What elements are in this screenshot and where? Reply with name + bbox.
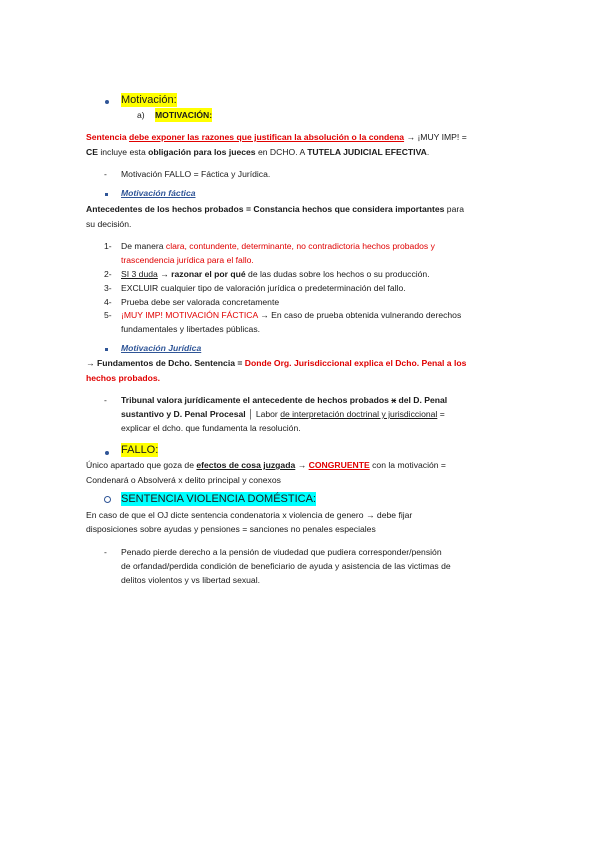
sublist-marker: a): [137, 110, 145, 120]
paragraph-violencia-line1: En caso de que el OJ dicte sentencia condenatoria x violencia de genero → debe fijar: [86, 510, 413, 520]
bullet-dot-icon: [105, 100, 109, 104]
paragraph-fallo-line2: Condenará o Absolverá x delito principal y conexos: [86, 475, 281, 485]
penado-item-line3: delitos violentos y vs libertad sexual.: [121, 575, 261, 585]
penado-item-line1: Penado pierde derecho a la pensión de viudedad que pudiera corresponder/pensión: [121, 547, 442, 557]
dash-marker: -: [104, 547, 107, 557]
tribunal-item-line3: explicar el dcho. que fundamenta la resolución.: [121, 423, 301, 433]
list-item-5-line2: fundamentales y libertades públicas.: [121, 324, 261, 334]
list-number: 3-: [104, 283, 112, 293]
paragraph-fundamentos-line2: hechos probados.: [86, 373, 161, 383]
dash-marker: -: [104, 169, 107, 179]
heading-motivacion-juridica: Motivación Jurídica: [121, 343, 202, 353]
list-item-3: EXCLUIR cualquier tipo de valoración jurídica o predeterminación del fallo.: [121, 283, 406, 293]
motivacion-fallo-item: Motivación FALLO = Fáctica y Jurídica.: [121, 169, 271, 179]
list-item-1-line1: De manera clara, contundente, determinante, no contradictoria hechos probados y: [121, 241, 435, 251]
heading-sentencia-violencia: SENTENCIA VIOLENCIA DOMÉSTICA:: [121, 493, 316, 505]
paragraph-antecedentes-line1: Antecedentes de los hechos probados = Constancia hechos que considera importantes para: [86, 204, 464, 214]
heading-motivacion: Motivación:: [121, 94, 177, 106]
list-number: 1-: [104, 241, 112, 251]
tribunal-item-line1: Tribunal valora jurídicamente el antecedente de hechos probados x del D. Penal: [121, 395, 448, 405]
paragraph-antecedentes-line2: su decisión.: [86, 219, 132, 229]
list-item-4: Prueba debe ser valorada concretamente: [121, 297, 280, 307]
bullet-dot-icon: [105, 451, 109, 455]
paragraph-sentencia-line2: CE incluye esta obligación para los jueces en DCHO. A TUTELA JUDICIAL EFECTIVA.: [86, 147, 430, 157]
sub-heading-motivacion: MOTIVACIÓN:: [155, 108, 212, 122]
bullet-circle-icon: [104, 496, 111, 503]
list-item-1-line2: trascendencia jurídica para el fallo.: [121, 255, 254, 265]
list-number: 4-: [104, 297, 112, 307]
paragraph-fallo-line1: Único apartado que goza de efectos de cosa juzgada → CONGRUENTE con la motivación =: [86, 460, 446, 470]
list-number: 2-: [104, 269, 112, 279]
bullet-square-icon: [105, 348, 108, 351]
tribunal-item-line2: sustantivo y D. Penal Procesal │ Labor de interpretación doctrinal y jurisdiccional =: [121, 409, 445, 419]
paragraph-sentencia-line1: Sentencia debe exponer las razones que justifican la absolución o la condena → ¡MUY IMP! =: [86, 132, 467, 142]
list-item-5-line1: ¡MUY IMP! MOTIVACIÓN FÁCTICA → En caso de prueba obtenida vulnerando derechos: [121, 310, 462, 320]
heading-fallo: FALLO:: [121, 444, 159, 456]
penado-item-line2: de orfandad/perdida condición de beneficiario de ayuda y asistencia de las victimas de: [121, 561, 451, 571]
dash-marker: -: [104, 395, 107, 405]
list-item-2: SI 3 duda → razonar el por qué de las dudas sobre los hechos o su producción.: [121, 269, 430, 279]
paragraph-fundamentos-line1: → Fundamentos de Dcho. Sentencia = Donde Org. Jurisdiccional explica el Dcho. Penal a los: [86, 358, 467, 368]
heading-motivacion-factica: Motivación fáctica: [121, 188, 196, 198]
list-number: 5-: [104, 310, 112, 320]
bullet-square-icon: [105, 193, 108, 196]
paragraph-violencia-line2: disposiciones sobre ayudas y pensiones = sanciones no penales especiales: [86, 524, 376, 534]
